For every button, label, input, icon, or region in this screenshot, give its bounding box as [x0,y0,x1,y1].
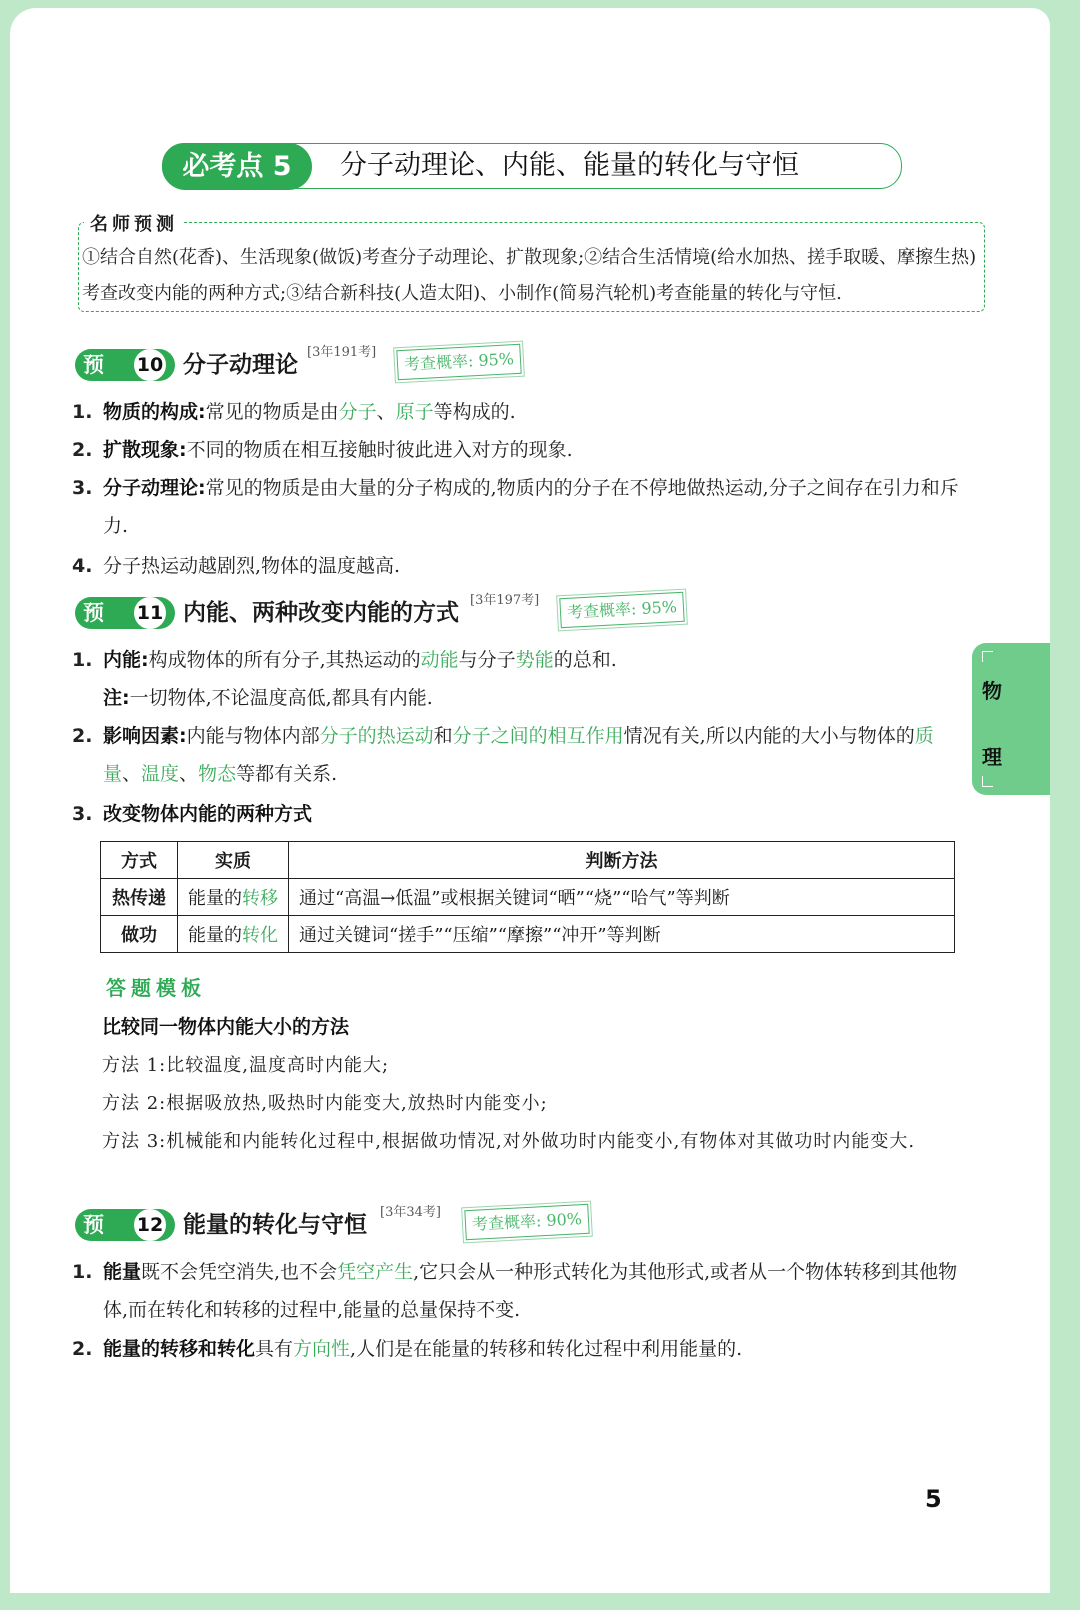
method-line: 方法 2:根据吸放热,吸热时内能变大,放热时内能变小; [102,1093,548,1114]
header-title: 分子动理论、内能、能量的转化与守恒 [340,150,799,181]
prediction-text: ①结合自然(花香)、生活现象(做饭)考查分子动理论、扩散现象;②结合生活情境(给水加热、搓手取暖、摩擦生热)考查改变内能的两种方式;③结合新科技(人造太阳)、小制作(简易汽轮机)考查能量的转化与守恒. [82,247,977,304]
probability-stamp: 考查概率: 95% [559,592,684,628]
header-badge: 必考点 5 [162,143,312,190]
table-header: 判断方法 [289,842,955,879]
section-number: 12 [134,1209,166,1241]
list-item [72,641,962,717]
item-number: 3. [72,803,93,825]
item-text: 、 [376,401,396,423]
section-word: 预测 [83,353,104,409]
subject-char: 理 [982,745,1002,769]
subject-char: 物 [982,679,1002,703]
highlight-text: 原子 [395,401,434,423]
highlight-text: 方向性 [293,1338,351,1360]
item-number: 3. [72,477,93,499]
list-item [72,469,962,545]
note-term: 注: [103,687,130,709]
table-cell: 通过“高温→低温”或根据关键词“晒”“烧”“哈气”等判断 [289,879,955,916]
item-number: 1. [72,1261,93,1283]
corner-bracket [982,776,993,787]
item-text: 不同的物质在相互接触时彼此进入对方的现象. [186,439,573,461]
inner-energy-table [100,841,955,953]
method-line: 方法 1:比较温度,温度高时内能大; [102,1055,390,1076]
probability-stamp: 考查概率: 90% [464,1204,589,1240]
item-text: 常见的物质是由 [205,401,339,423]
list-item [72,393,962,431]
probability-stamp: 考查概率: 95% [396,344,521,380]
highlight-text: 转化 [242,925,278,946]
item-term: 扩散现象: [103,439,187,461]
highlight-text: 动能 [420,649,459,671]
item-text: 、 [179,763,199,785]
list-item [72,1330,962,1368]
table-header: 方式 [101,842,178,879]
topic-header [162,143,902,189]
item-text: 与分子 [458,649,516,671]
table-cell [178,916,289,953]
answer-template-heading: 比较同一物体内能大小的方法 [102,1016,350,1038]
section-word: 预测 [83,601,104,657]
item-text: 常见的物质是由大量的分子构成的,物质内的分子在不停地做热运动,分子之间存在引力和斥力. [103,477,959,537]
list-item [72,795,962,833]
note-text: 一切物体,不论温度高低,都具有内能. [129,687,433,709]
item-term: 能量 [103,1261,142,1283]
prediction-tag: 名师预测 [84,210,184,236]
section-number: 11 [134,597,166,629]
list-item [72,431,962,469]
item-text: 情况有关,所以内能的大小与物体的 [623,725,915,747]
highlight-text: 凭空产生 [337,1261,414,1283]
item-text: 等构成的. [433,401,516,423]
table-cell: 热传递 [101,879,178,916]
table-cell: 通过关键词“搓手”“压缩”“摩擦”“冲开”等判断 [289,916,955,953]
answer-template-tag: 答题模板 [106,976,206,1000]
section-title: 内能、两种改变内能的方式 [183,600,459,626]
item-term: 物质的构成: [103,401,206,423]
exam-count: [3年197考] [470,593,540,608]
table-row [101,879,955,916]
list-item [72,547,962,585]
section-number: 10 [134,349,166,381]
highlight-text: 势能 [515,649,554,671]
subject-side-tab [972,643,1050,795]
item-text: 既不会凭空消失,也不会 [141,1261,338,1283]
highlight-text: 质量 [103,725,934,785]
answer-template-body [102,1047,962,1161]
item-term: 影响因素: [103,725,187,747]
table-cell [178,879,289,916]
item-text: 具有 [255,1338,294,1360]
item-text: 等都有关系. [236,763,338,785]
item-term: 分子动理论: [103,477,206,499]
item-text: 和 [433,725,453,747]
item-term: 能量的转移和转化 [103,1338,256,1360]
highlight-text: 分子 [338,401,377,423]
section-word: 预测 [83,1213,104,1269]
cell-text: 能量的 [188,925,242,946]
page-number: 5 [925,1485,942,1513]
cell-text: 能量的 [188,888,242,909]
table-row [101,916,955,953]
item-number: 2. [72,725,93,747]
highlight-text: 物态 [198,763,237,785]
item-text: 、 [122,763,142,785]
item-text: 分子热运动越剧烈,物体的温度越高. [103,555,401,577]
table-header: 实质 [178,842,289,879]
item-term: 改变物体内能的两种方式 [103,803,313,825]
table-header-row [101,842,955,879]
item-number: 2. [72,1338,93,1360]
item-number: 1. [72,649,93,671]
list-item [72,1253,962,1329]
item-text: ,它只会从一种形式转化为其他形式,或者从一个物体转移到其他物体,而在转化和转移的过程中,能量的总量保持不变. [103,1261,958,1321]
exam-count: [3年34考] [380,1205,441,1220]
item-text: 内能与物体内部 [186,725,320,747]
item-text: 的总和. [553,649,617,671]
highlight-text: 分子之间的相互作用 [452,725,624,747]
item-text: ,人们是在能量的转移和转化过程中利用能量的. [350,1338,743,1360]
exam-count: [3年191考] [307,345,377,360]
highlight-text: 温度 [141,763,180,785]
highlight-text: 分子的热运动 [319,725,434,747]
table-cell: 做功 [101,916,178,953]
highlight-text: 转移 [242,888,278,909]
item-text: 构成物体的所有分子,其热运动的 [148,649,421,671]
item-number: 1. [72,401,93,423]
item-number: 4. [72,555,93,577]
list-item [72,717,962,793]
item-term: 内能: [103,649,149,671]
item-number: 2. [72,439,93,461]
method-line: 方法 3:机械能和内能转化过程中,根据做功情况,对外做功时内能变小,有物体对其做功时内能变大. [102,1131,916,1152]
section-title: 分子动理论 [183,352,298,378]
corner-bracket [982,651,993,662]
section-title: 能量的转化与守恒 [183,1212,367,1238]
